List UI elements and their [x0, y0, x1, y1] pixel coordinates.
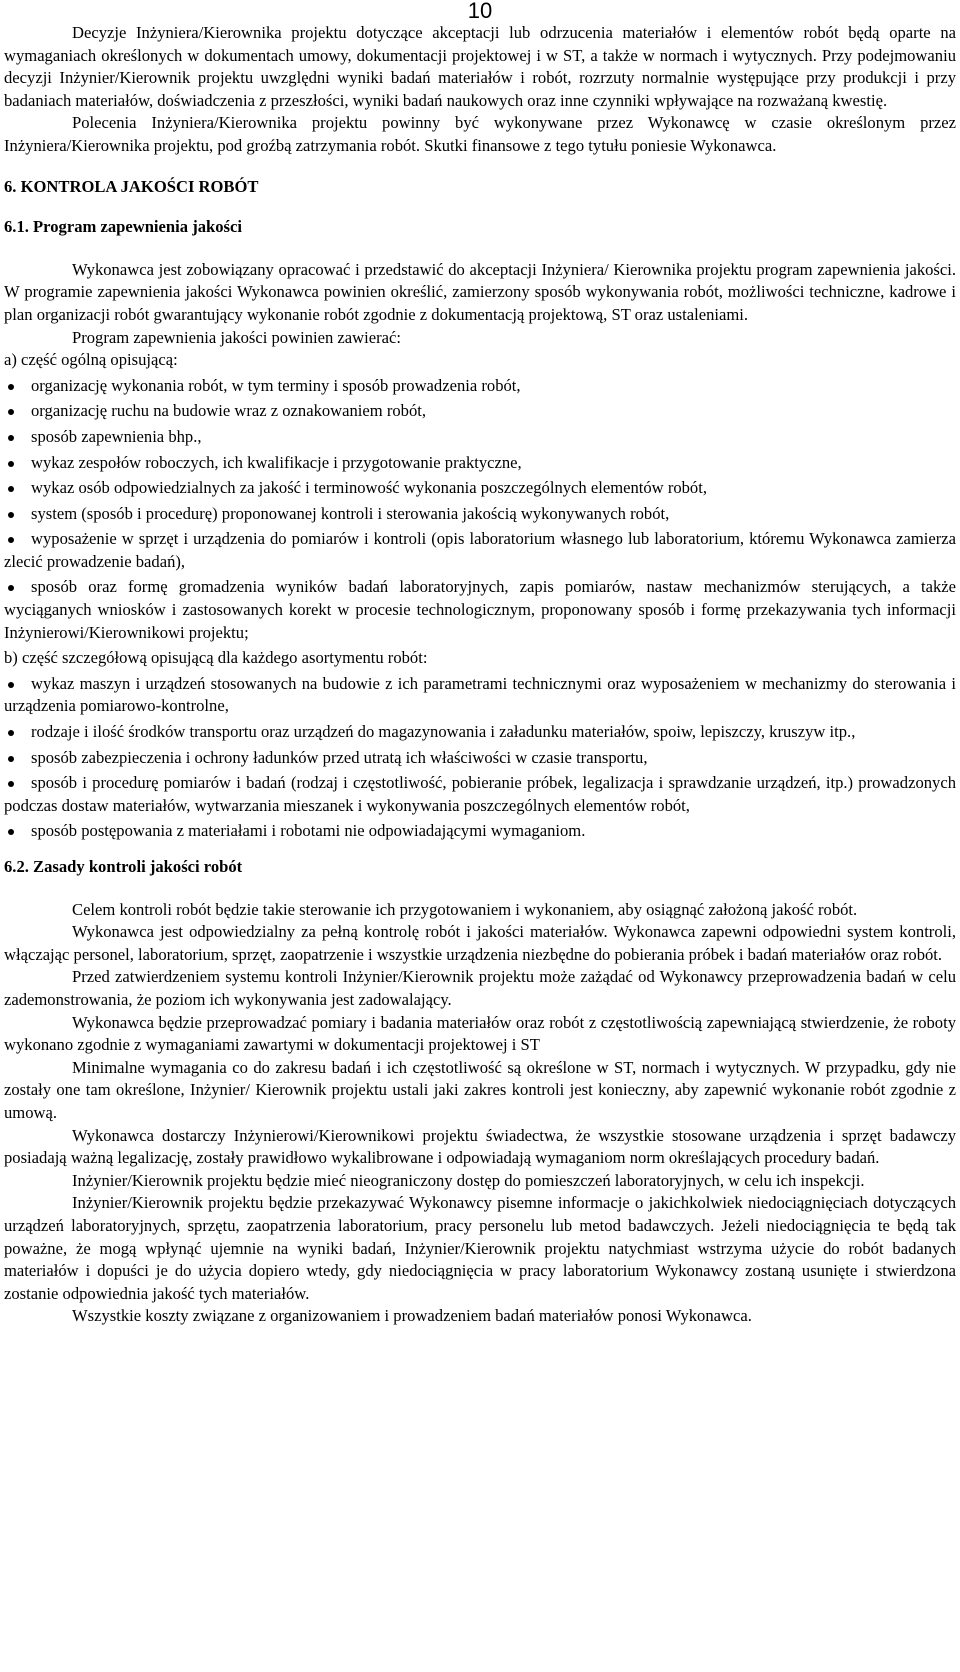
paragraph: Inżynier/Kierownik projektu będzie przekazywać Wykonawcy pisemne informacje o jakichkolwiek niedociągnięciach dotyczących urządzeń laboratoryjnych, sprzętu, zaopatrzenia laboratorium, pracy personelu lub metod badawczych. Jeżeli niedociągnięcia te będą tak poważne, że mogą wpłynąć ujemnie na wyniki badań, Inżynier/Kierownik projektu natychmiast wstrzyma użycie do robót badanych materiałów i dopuści je do użycia dopiero wtedy, gdy niedociągnięcia w pracy laboratorium Wykonawcy zostaną usunięte i stwierdzona zostanie odpowiednia jakość tych materiałów. — [4, 1193, 956, 1303]
bullet-icon — [8, 781, 14, 787]
list-item: sposób zapewnienia bhp., — [4, 426, 956, 449]
bullet-icon — [8, 682, 14, 688]
page-number: 10 — [467, 0, 493, 23]
bullet-icon — [8, 384, 14, 390]
list-item: sposób i procedurę pomiarów i badań (rodzaj i częstotliwość, pobieranie próbek, legalizacja i sprawdzanie urządzeń, itp.) prowadzonych podczas dostaw materiałów, wytwarzania mieszanek i wykonywania poszczególnych elementów robót, — [4, 773, 956, 815]
list-item: sposób postępowania z materiałami i robotami nie odpowiadającymi wymaganiom. — [4, 820, 956, 843]
list-item: wykaz osób odpowiedzialnych za jakość i terminowość wykonania poszczególnych elementów robót, — [4, 477, 956, 500]
paragraph: Wszystkie koszty związane z organizowaniem i prowadzeniem badań materiałów ponosi Wykonawca. — [72, 1306, 752, 1326]
intro-paragraph: Decyzje Inżyniera/Kierownika projektu dotyczące akceptacji lub odrzucenia materiałów i elementów robót będą oparte na wymaganiach określonych w dokumentach umowy, dokumentacji projektowej i w ST, a także w normach i wytycznych. Przy podejmowaniu decyzji Inżynier/Kierownik projektu uwzględni wyniki badań materiałów i robót, rozrzuty normalnie występujące przy produkcji i przy badaniach materiałów, doświadczenia z przeszłości, wyniki badań naukowych oraz inne czynniki wpływające na rozważaną kwestię. — [4, 23, 956, 110]
list-item: organizację ruchu na budowie wraz z oznakowaniem robót, — [4, 400, 956, 423]
paragraph: Minimalne wymagania co do zakresu badań i ich częstotliwość są określone w ST, normach i wytycznych. W przypadku, gdy nie zostały one tam określone, Inżynier/ Kierownik projektu ustali jaki zakres kontroli jest konieczny, aby zapewnić wykonanie robót zgodnie z umową. — [4, 1057, 956, 1122]
list-item: organizację wykonania robót, w tym terminy i sposób prowadzenia robót, — [4, 375, 956, 398]
bullet-icon — [8, 730, 14, 736]
list-item: wyposażenie w sprzęt i urządzenia do pomiarów i kontroli (opis laboratorium własnego lub laboratorium, któremu Wykonawca zamierza zlecić prowadzenie badań), — [4, 529, 956, 571]
bullet-icon — [8, 829, 14, 835]
intro-paragraph: Polecenia Inżyniera/Kierownika projektu powinny być wykonywane przez Wykonawcę w czasie określonym przez Inżyniera/Kierownika projektu, pod groźbą zatrzymania robót. Skutki finansowe z tego tytułu poniesie Wykonawca. — [4, 113, 956, 155]
paragraph: Celem kontroli robót będzie takie sterowanie ich przygotowaniem i wykonaniem, aby osiągnąć założoną jakość robót. — [72, 899, 858, 919]
list-item: sposób oraz formę gromadzenia wyników badań laboratoryjnych, zapis pomiarów, nastaw mechanizmów sterujących, a także wyciąganych wniosków i zastosowanych korekt w procesie technologicznym, proponowany sposób i formę przekazywania tych informacji Inżynierowi/Kierownikowi projektu; — [4, 577, 956, 642]
paragraph: Wykonawca będzie przeprowadzać pomiary i badania materiałów oraz robót z częstotliwością zapewniającą stwierdzenie, że roboty wykonano zgodnie z wymaganiami zawartymi w dokumentacji projektowej i ST — [4, 1012, 956, 1055]
bullet-icon — [8, 585, 14, 591]
paragraph: Wykonawca dostarczy Inżynierowi/Kierownikowi projektu świadectwa, że wszystkie stosowane urządzenia i sprzęt badawczy posiadają ważną legalizację, zostały prawidłowo wykalibrowane i odpowiadają wymaganiom norm określających procedury badań. — [4, 1125, 956, 1168]
bullet-list-b — [4, 673, 956, 843]
bullet-icon — [8, 486, 14, 492]
page-content — [4, 22, 956, 1328]
bullet-icon — [8, 461, 14, 467]
bullet-icon — [8, 537, 14, 543]
paragraph: Wykonawca jest zobowiązany opracować i przedstawić do akceptacji Inżyniera/ Kierownika projektu program zapewnienia jakości. W programie zapewnienia jakości Wykonawca powinien określić, zamierzony sposób wykonywania robót, możliwości techniczne, kadrowe i plan organizacji robót gwarantujący wykonanie robót zgodnie z dokumentacją projektową, ST oraz ustaleniami. — [4, 259, 956, 324]
bullet-icon — [8, 435, 14, 441]
section-heading-6-1: 6.1. Program zapewnienia jakości — [4, 217, 242, 237]
list-intro-b: b) część szczegółową opisującą dla każdego asortymentu robót: — [4, 648, 428, 668]
list-intro-a: a) część ogólną opisującą: — [4, 350, 178, 370]
bullet-icon — [8, 512, 14, 518]
paragraph: Program zapewnienia jakości powinien zawierać: — [72, 327, 401, 347]
section-heading-6: 6. KONTROLA JAKOŚCI ROBÓT — [4, 176, 259, 196]
paragraph: Inżynier/Kierownik projektu będzie mieć nieograniczony dostęp do pomieszczeń laboratoryjnych, w celu ich inspekcji. — [72, 1170, 865, 1190]
paragraph: Wykonawca jest odpowiedzialny za pełną kontrolę robót i jakości materiałów. Wykonawca zapewni odpowiedni system kontroli, włączając personel, laboratorium, sprzęt, zaopatrzenie i wszystkie urządzenia niezbędne do pobierania próbek i badań materiałów oraz robót. — [4, 922, 956, 964]
section-heading-6-2: 6.2. Zasady kontroli jakości robót — [4, 857, 243, 876]
bullet-list-a — [4, 375, 956, 645]
list-item: wykaz maszyn i urządzeń stosowanych na budowie z ich parametrami technicznymi oraz wyposażeniem w mechanizmy do sterowania i urządzenia pomiarowo-kontrolne, — [4, 673, 956, 716]
list-item: wykaz zespołów roboczych, ich kwalifikacje i przygotowanie praktyczne, — [4, 452, 956, 475]
list-item: rodzaje i ilość środków transportu oraz urządzeń do magazynowania i załadunku materiałów, spoiw, lepiszczy, kruszyw itp., — [4, 721, 956, 744]
list-item: system (sposób i procedurę) proponowanej kontroli i sterowania jakością wykonywanych robót, — [4, 503, 956, 526]
bullet-icon — [8, 409, 14, 415]
list-item: sposób zabezpieczenia i ochrony ładunków przed utratą ich właściwości w czasie transportu, — [4, 747, 956, 770]
bullet-icon — [8, 756, 14, 762]
paragraph: Przed zatwierdzeniem systemu kontroli Inżynier/Kierownik projektu może zażądać od Wykonawcy przeprowadzenia badań w celu zademonstrowania, że poziom ich wykonywania jest zadowalający. — [4, 967, 956, 1009]
